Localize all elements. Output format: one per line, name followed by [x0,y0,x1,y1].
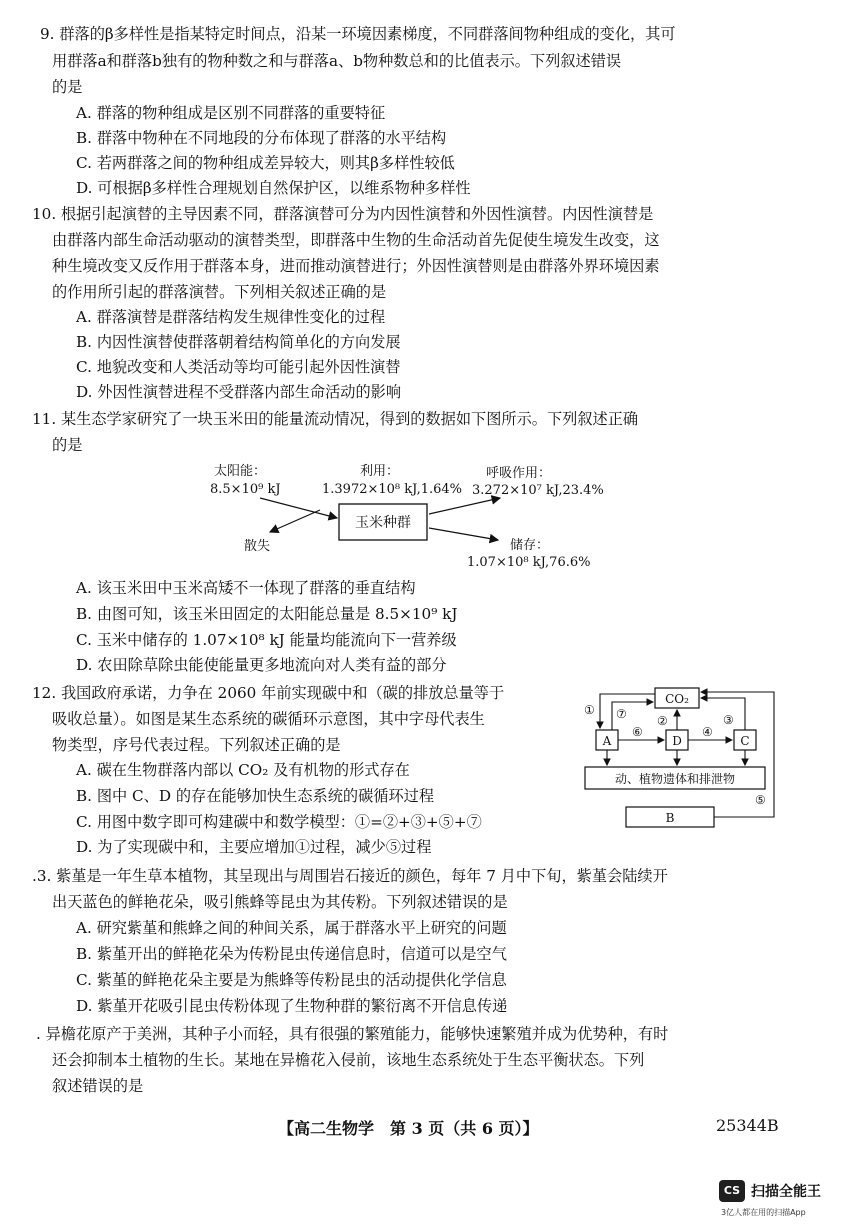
q9-option-b: B. 群落中物种在不同地段的分布体现了群落的水平结构 [76,129,447,147]
q13-stem-line-1: .3. 紫堇是一年生草本植物，其呈现出与周围岩石接近的颜色，每年 7 月中下旬，紫堇会陆续开 [32,867,668,885]
respiration-label: 呼吸作用： [486,466,552,481]
scanner-logo-text: CS [723,1184,741,1197]
q13-option-b: B. 紫堇开出的鲜艳花朵为传粉昆虫传递信息时，信道可以是空气 [76,945,507,963]
q9-stem-line-1: 9. 群落的β多样性是指某特定时间点，沿某一环境因素梯度，不同群落间物种组成的变化，其可 [40,25,676,43]
q9-option-c: C. 若两群落之间的物种组成差异较大，则其β多样性较低 [76,154,455,172]
storage-value: 1.07×10⁸ kJ,76.6% [467,555,591,570]
label-a: A [602,734,612,748]
lost-label: 散失 [244,539,271,554]
q14-stem-line-3: 叙述错误的是 [52,1077,144,1095]
label-c: C [740,734,750,748]
sun-to-corn-arrow [260,498,337,518]
q9-option-d: D. 可根据β多样性合理规划自然保护区，以维系物种多样性 [76,179,471,197]
co2-label: CO₂ [665,692,689,706]
sun-label: 太阳能： [214,464,267,479]
storage-arrow [429,528,498,540]
remains-label: 动、植物遗体和排泄物 [614,772,736,786]
q11-option-a: A. 该玉米田中玉米高矮不一体现了群落的垂直结构 [76,579,416,597]
q11-stem-line-1: 11. 某生态学家研究了一块玉米田的能量流动情况，得到的数据如下图所示。下列叙述正确 [32,410,639,428]
q10-option-d: D. 外因性演替进程不受群落内部生命活动的影响 [76,383,402,401]
q13-stem-line-2: 出天蓝色的鲜艳花朵，吸引熊蜂等昆虫为其传粉。下列叙述错误的是 [52,893,508,911]
carbon-cycle-diagram [582,682,782,832]
q10-option-a: A. 群落演替是群落结构发生规律性变化的过程 [76,308,386,326]
num-2: ② [657,714,668,728]
storage-label: 储存： [510,538,550,553]
label-d: D [672,734,682,748]
q11-option-b: B. 由图可知，该玉米田固定的太阳能总量是 8.5×10⁹ kJ [76,605,458,623]
respiration-value: 3.272×10⁷ kJ,23.4% [472,483,604,498]
scanner-logo [719,1180,745,1202]
q10-option-b: B. 内因性演替使群落朝着结构简单化的方向发展 [76,333,401,351]
q12-stem-line-3: 物类型，序号代表过程。下列叙述正确的是 [52,736,341,754]
sun-value: 8.5×10⁹ kJ [210,482,281,497]
scanner-name: 扫描全能王 [751,1184,821,1200]
arrow-1 [600,694,655,728]
q12-option-c: C. 用图中数字即可构建碳中和数学模型：①=②+③+⑤+⑦ [76,813,482,831]
q14-stem-line-1: . 异檐花原产于美洲，其种子小而轻，具有很强的繁殖能力，能够快速繁殖并成为优势种，有时 [36,1025,669,1043]
q12-stem-line-1: 12. 我国政府承诺，力争在 2060 年前实现碳中和（碳的排放总量等于 [32,684,505,702]
energy-flow-diagram [180,458,620,576]
q10-stem-line-4: 的作用所引起的群落演替。下列相关叙述正确的是 [52,283,387,301]
num-3: ③ [723,713,734,727]
use-value: 1.3972×10⁸ kJ,1.64% [322,482,463,497]
scanner-tagline: 3亿人都在用的扫描App [721,1208,806,1217]
page-footer-title: 【高二生物学 第 3 页（共 6 页）】 [278,1119,539,1138]
lost-arrow [270,510,320,532]
q13-option-d: D. 紫堇开花吸引昆虫传粉体现了生物种群的繁衍离不开信息传递 [76,997,508,1015]
q13-option-a: A. 研究紫堇和熊蜂之间的种间关系，属于群落水平上研究的问题 [76,919,507,937]
q11-option-c: C. 玉米中储存的 1.07×10⁸ kJ 能量均能流向下一营养级 [76,631,457,649]
num-7: ⑦ [616,707,627,721]
q9-option-a: A. 群落的物种组成是区别不同群落的重要特征 [76,104,386,122]
q12-stem-line-2: 吸收总量）。如图是某生态系统的碳循环示意图，其中字母代表生 [52,710,485,728]
q9-stem-line-2: 用群落a和群落b独有的物种数之和与群落a、b物种数总和的比值表示。下列叙述错误 [52,52,622,70]
q10-stem-line-2: 由群落内部生命活动驱动的演替类型，即群落中生物的生命活动首先促使生境发生改变，这 [52,231,660,249]
q13-option-c: C. 紫堇的鲜艳花朵主要是为熊蜂等传粉昆虫的活动提供化学信息 [76,971,507,989]
label-b: B [665,811,675,825]
page-footer-code: 25344B [716,1116,779,1135]
scanner-watermark [719,1180,859,1220]
q11-stem-line-2: 的是 [52,436,83,454]
respiration-arrow [429,498,500,514]
num-5: ⑤ [755,793,766,807]
q12-option-a: A. 碳在生物群落内部以 CO₂ 及有机物的形式存在 [76,761,410,779]
q9-stem-line-3: 的是 [52,78,83,96]
q14-stem-line-2: 还会抑制本土植物的生长。某地在异檐花入侵前，该地生态系统处于生态平衡状态。下列 [52,1051,645,1069]
corn-population-label: 玉米种群 [355,515,411,531]
q10-option-c: C. 地貌改变和人类活动等均可能引起外因性演替 [76,358,401,376]
q10-stem-line-3: 种生境改变又反作用于群落本身，进而推动演替进行；外因性演替则是由群落外界环境因素 [52,257,660,275]
num-1: ① [584,703,595,717]
q11-option-d: D. 农田除草除虫能使能量更多地流向对人类有益的部分 [76,656,447,674]
q10-stem-line-1: 10. 根据引起演替的主导因素不同，群落演替可分为内因性演替和外因性演替。内因性演替是 [32,205,654,223]
q12-option-b: B. 图中 C、D 的存在能够加快生态系统的碳循环过程 [76,787,435,805]
num-6: ⑥ [632,725,643,739]
num-4: ④ [702,725,713,739]
q12-option-d: D. 为了实现碳中和，主要应增加①过程，减少⑤过程 [76,838,432,856]
use-label: 利用： [360,464,400,479]
